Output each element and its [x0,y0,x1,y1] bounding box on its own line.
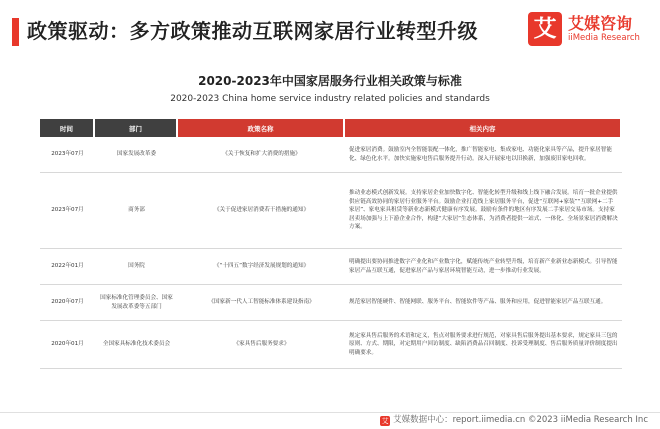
logo-name-cn: 艾媒咨询 [568,14,633,33]
column-header-policy: 政策名称 [178,119,345,137]
cell-content: 促进家居消费。鼓励室内全智能装配一体化，推广智能家电、集成家电、功能化家具等产品，提升家居智能化、绿色化水平。加快实施家电售后服务提升行动。深入开展家电以旧换新，加强废旧家电回收。 [345,137,622,173]
table-title-cn: 2020-2023年中国家居服务行业相关政策与标准 [198,74,462,88]
table-row [40,285,622,321]
cell-content: 明确提出要协同推进数字产业化和产业数字化，赋能传统产业转型升级，培育新产业新业态新模式。引导智能家居产品互联互通，促进家居产品与家居环境智能互动，进一步推动行业发展。 [345,249,622,285]
cell-policy: 《国家新一代人工智能标准体系建设指南》 [178,285,345,321]
cell-dept: 全国家具标准化技术委员会 [95,321,178,369]
table-row [40,173,622,249]
column-header-dept: 部门 [95,119,178,137]
cell-policy: 《家具售后服务要求》 [178,321,345,369]
cell-content: 规定家具售后服务的术语和定义，售点对服务要求进行规范，对家具售后服务提出基本要求，规定家具三包的原则、方式、期限，对定期用户回访制度、缺陷消费品召回制度、投诉受理制度、售后服务质量评价制度提出明确要求。 [345,321,622,369]
iimedia-logo [528,12,654,52]
column-header-time: 时间 [40,119,95,137]
logo-name-en: iiMedia Research [568,33,640,43]
cell-policy: 《关于促进家居消费若干措施的通知》 [178,173,345,249]
cell-time: 2023年07月 [40,173,95,249]
cell-dept: 国家标准化管理委员会、国家发展改革委等五部门 [95,285,178,321]
cell-time: 2022年01月 [40,249,95,285]
cell-content: 推动业态模式创新发展。支持家居企业加快数字化、智能化转型升级和线上线下融合发展。培育一批企业提供供应链高效协同的家居行业服务平台。鼓励企业打造线上家居服务平台，促进“互联网+家装”“互联网+二手家居”、家电家具租赁等新业态新模式健康有序发展。鼓励有条件的地区有序发展二手家居交易市场。支持家居卖场加强与上下游企业合作，构建“大家居”生态体系，为消费者提供一站式、一体化、全场景家居消费解决方案。 [345,173,622,249]
cell-time: 2023年07月 [40,137,95,173]
column-header-content: 相关内容 [345,119,622,137]
cell-dept: 商务部 [95,173,178,249]
cell-time: 2020年01月 [40,321,95,369]
footer [380,413,648,427]
cell-policy: 《关于恢复和扩大消费的措施》 [178,137,345,173]
policy-table [40,119,622,369]
cell-policy: 《“十四五”数字经济发展规划的通知》 [178,249,345,285]
footer-text: 艾媒数据中心：report.iimedia.cn ©2023 iiMedia Research Inc [393,415,648,425]
table-header-row [40,119,622,137]
cell-dept: 国务院 [95,249,178,285]
cell-content: 规范家居智能硬件、智能网联、服务平台、智能软件等产品、服务和应用，促进智能家居产品互联互通。 [345,285,622,321]
table-row [40,321,622,369]
table-row [40,137,622,173]
title-accent-bar [12,18,19,46]
iimedia-footer-icon: 艾 [381,417,389,425]
page-title: 政策驱动：多方政策推动互联网家居行业转型升级 [27,19,478,43]
iimedia-logo-icon: 艾 [528,12,562,46]
table-title-en: 2020-2023 China home service industry related policies and standards [170,94,490,104]
table-row [40,249,622,285]
cell-time: 2020年07月 [40,285,95,321]
cell-dept: 国家发展改革委 [95,137,178,173]
